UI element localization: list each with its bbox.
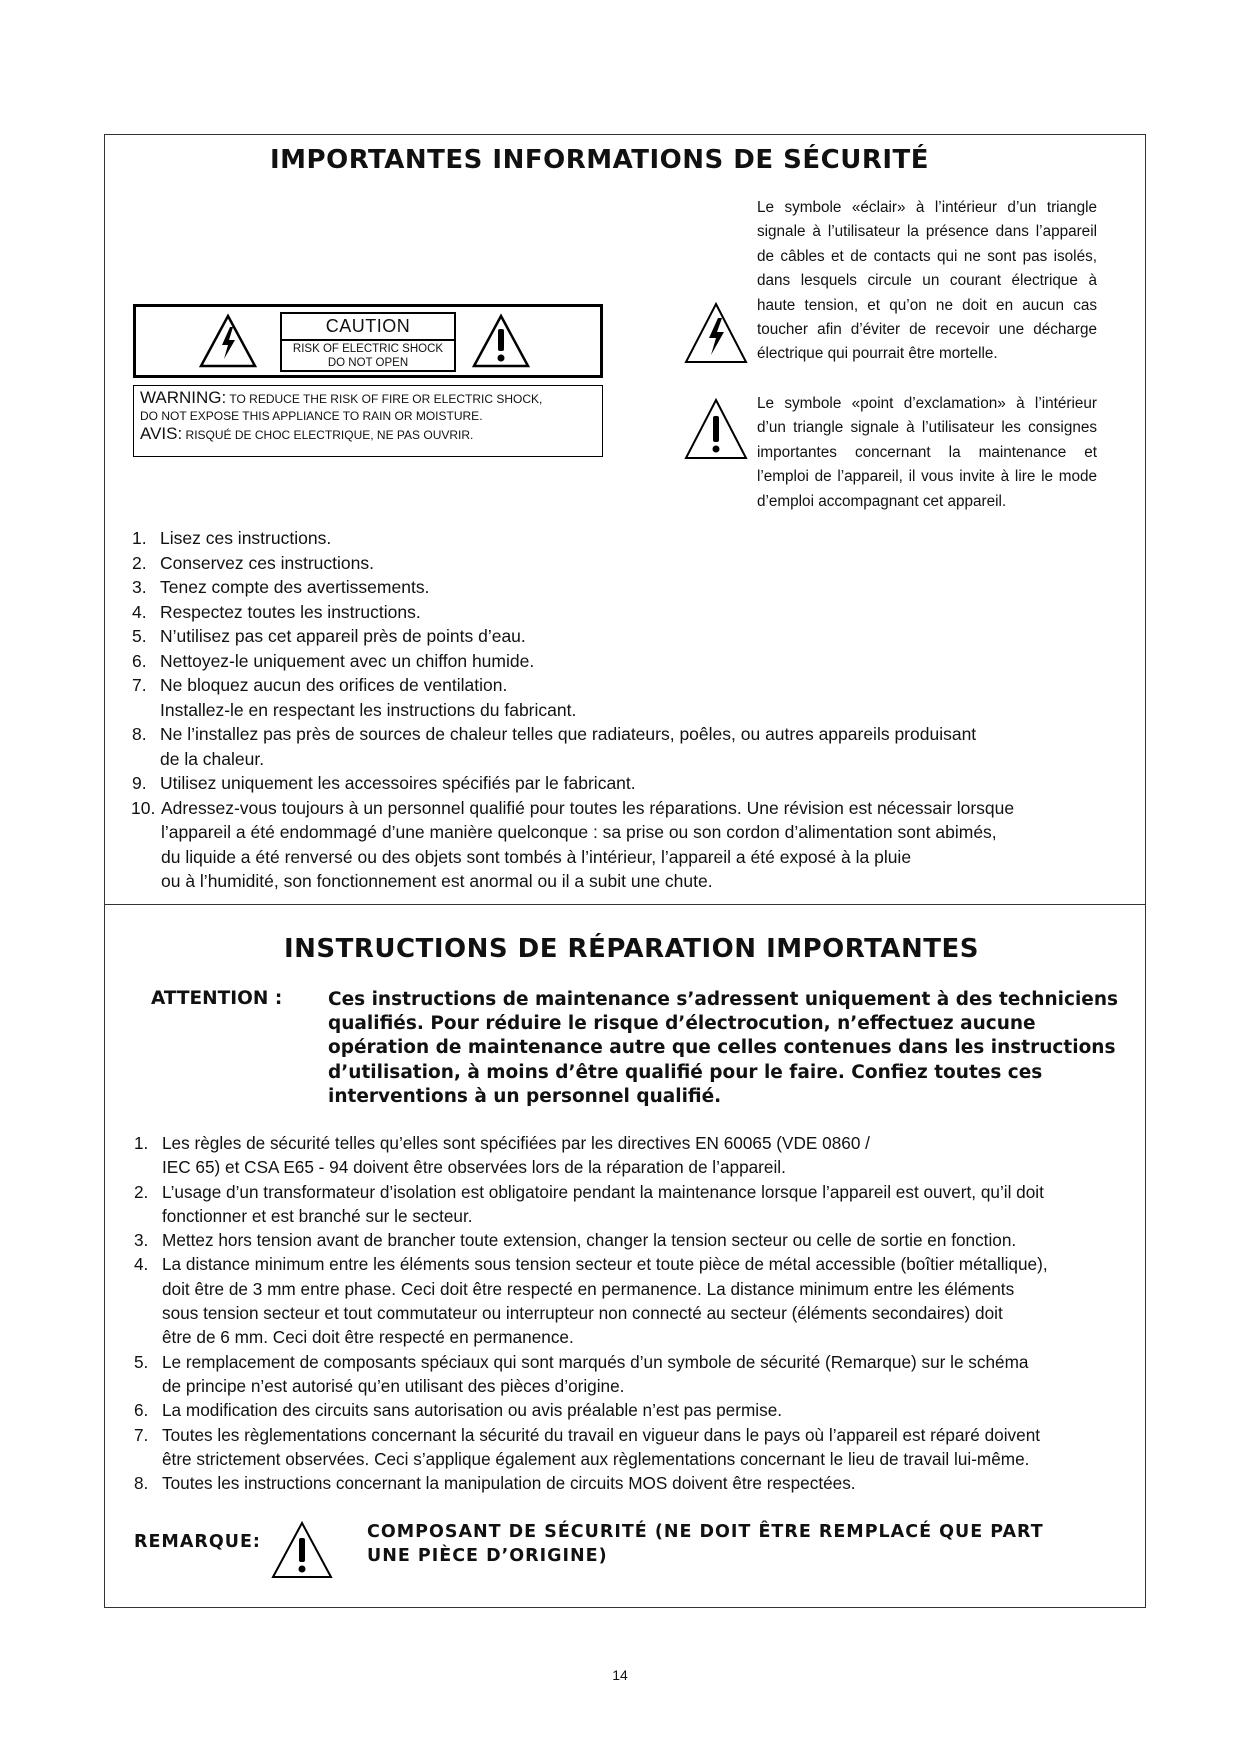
list-item: 8. Ne l’installez pas près de sources de chaleur telles que radiateurs, poêles, ou autres appareils produisant de la chaleur. [132, 724, 977, 769]
remarque-line-1: COMPOSANT DE SÉCURITÉ (NE DOIT ÊTRE REMPLACÉ QUE PART [367, 1522, 1044, 1542]
caution-label [133, 304, 603, 378]
list-item: 1. Les règles de sécurité telles qu’elles sont spécifiées par les directives EN 60065 (VDE 0860 / IEC 65) et CSA E65 - 94 doivent être observées lors de la réparation de l’appareil. [134, 1133, 870, 1178]
list-item: 6. Nettoyez-le uniquement avec un chiffon humide. [132, 650, 535, 671]
caution-word: CAUTION [325, 316, 411, 336]
caution-box [280, 312, 456, 372]
exclamation-triangle-icon [683, 396, 749, 462]
list-item: 5. N’utilisez pas cet appareil près de points d’eau. [132, 626, 526, 646]
attention-label: ATTENTION : [151, 988, 283, 1009]
list-item: 6. La modification des circuits sans autorisation ou avis préalable n’est pas permise. [134, 1400, 783, 1421]
attention-text: Ces instructions de maintenance s’adressent uniquement à des techniciens qualifiés. Pour réduire le risque d’électrocution, n’effectuez aucune opération de maintenance autre que celles contenues dans les instructions d’utilisation, à moins d’être qualifié pour le faire. Confiez toutes ces interventions à un personnel qualifié. [328, 989, 1119, 1107]
remarque-label: REMARQUE: [134, 1532, 261, 1552]
avis-word: AVIS: [140, 424, 183, 443]
warning-text-2: DO NOT EXPOSE THIS APPLIANCE TO RAIN OR MOISTURE. [140, 409, 483, 423]
list-item: 8. Toutes les instructions concernant la manipulation de circuits MOS doivent être respectées. [134, 1473, 856, 1494]
exclamation-symbol-text: Le symbole «point d’exclamation» à l’intérieur d’un triangle signale à l’utilisateur les consignes importantes concernant la maintenance et l’emploi de l’appareil, il vous invite à lire le mode d’emploi accompagnant cet appareil. [757, 395, 1097, 510]
lightning-warning-icon [198, 313, 258, 369]
risk-line-2: DO NOT OPEN [327, 357, 409, 369]
list-item: 10. Adressez-vous toujours à un personnel qualifié pour toutes les réparations. Une révision est nécessair lorsque l’appareil a été endommagé d’une manière quelconque : sa prise ou son cordon d’alimentation sont abimés, du liquide a été renversé ou des objets sont tombés à l’intérieur, l’appareil a été exposé à la pluie ou à l’humidité, son fonctionnement est anormal ou il a subit une chute. [131, 797, 1015, 891]
list-item: 2. L’usage d’un transformateur d’isolation est obligatoire pendant la maintenance lorsque l’appareil est ouvert, qu’il doit fonctionner et est branché sur le secteur. [134, 1181, 1044, 1226]
lightning-symbol-text: Le symbole «éclair» à l’intérieur d’un triangle signale à l’utilisateur la présence dans l’appareil de câbles et de contacts qui ne sont pas isolés, dans lesquels circule un courant électrique à haute tension, et qu’on ne doit en aucun cas toucher afin d’éviter de recevoir une décharge électrique qui pourrait être mortelle. [757, 199, 1097, 363]
remarque-line-2: UNE PIÈCE D’ORIGINE) [367, 1546, 608, 1566]
list-item: 1. Lisez ces instructions. [132, 528, 332, 548]
exclamation-warning-icon [471, 313, 531, 369]
exclamation-triangle-icon [270, 1520, 334, 1580]
list-item: 7. Ne bloquez aucun des orifices de ventilation. Installez-le en respectant les instructions du fabricant. [132, 675, 577, 720]
list-item: 4. Respectez toutes les instructions. [132, 601, 421, 622]
page-number: 14 [612, 1667, 628, 1683]
list-item: 3. Tenez compte des avertissements. [132, 577, 430, 597]
repair-title: INSTRUCTIONS DE RÉPARATION IMPORTANTES [284, 934, 979, 964]
avis-text: RISQUÉ DE CHOC ELECTRIQUE, NE PAS OUVRIR. [185, 428, 474, 442]
repair-instructions-list [134, 1131, 1134, 1495]
risk-line-1: RISK OF ELECTRIC SHOCK [292, 343, 444, 355]
warning-word: WARNING: [140, 388, 227, 407]
list-item: 9. Utilisez uniquement les accessoires spécifiés par le fabricant. [132, 773, 636, 793]
list-item: 7. Toutes les règlementations concernant la sécurité du travail en vigueur dans le pays où l’appareil est réparé doivent être strictement observées. Ceci s’applique également aux règlementations concernant le lieu de travail lui-même. [134, 1424, 1041, 1469]
remarque-text [367, 1520, 1107, 1568]
list-item: 3. Mettez hors tension avant de brancher toute extension, changer la tension secteur ou celle de sortie en fonction. [134, 1230, 1017, 1251]
warning-box [133, 385, 603, 457]
lightning-triangle-icon [683, 300, 749, 366]
list-item: 5. Le remplacement de composants spéciaux qui sont marqués d’un symbole de sécurité (Remarque) sur le schéma de principe n’est autorisé qu’en utilisant des pièces d’origine. [134, 1351, 1029, 1396]
section-divider [104, 904, 1146, 905]
list-item: 4. La distance minimum entre les éléments sous tension secteur et toute pièce de métal accessible (boîtier métallique), doit être de 3 mm entre phase. Ceci doit être respecté en permanence. La distance minimum entre les éléments sous tension secteur et tout commutateur ou interrupteur non connecté au secteur (éléments secondaires) doit être de 6 mm. Ceci doit être respecté en permanence. [134, 1254, 1048, 1348]
warning-text-1: TO REDUCE THE RISK OF FIRE OR ELECTRIC SHOCK, [229, 392, 543, 406]
safety-title: IMPORTANTES INFORMATIONS DE SÉCURITÉ [270, 145, 930, 175]
safety-instructions-list [132, 526, 1092, 894]
list-item: 2. Conservez ces instructions. [132, 552, 374, 573]
